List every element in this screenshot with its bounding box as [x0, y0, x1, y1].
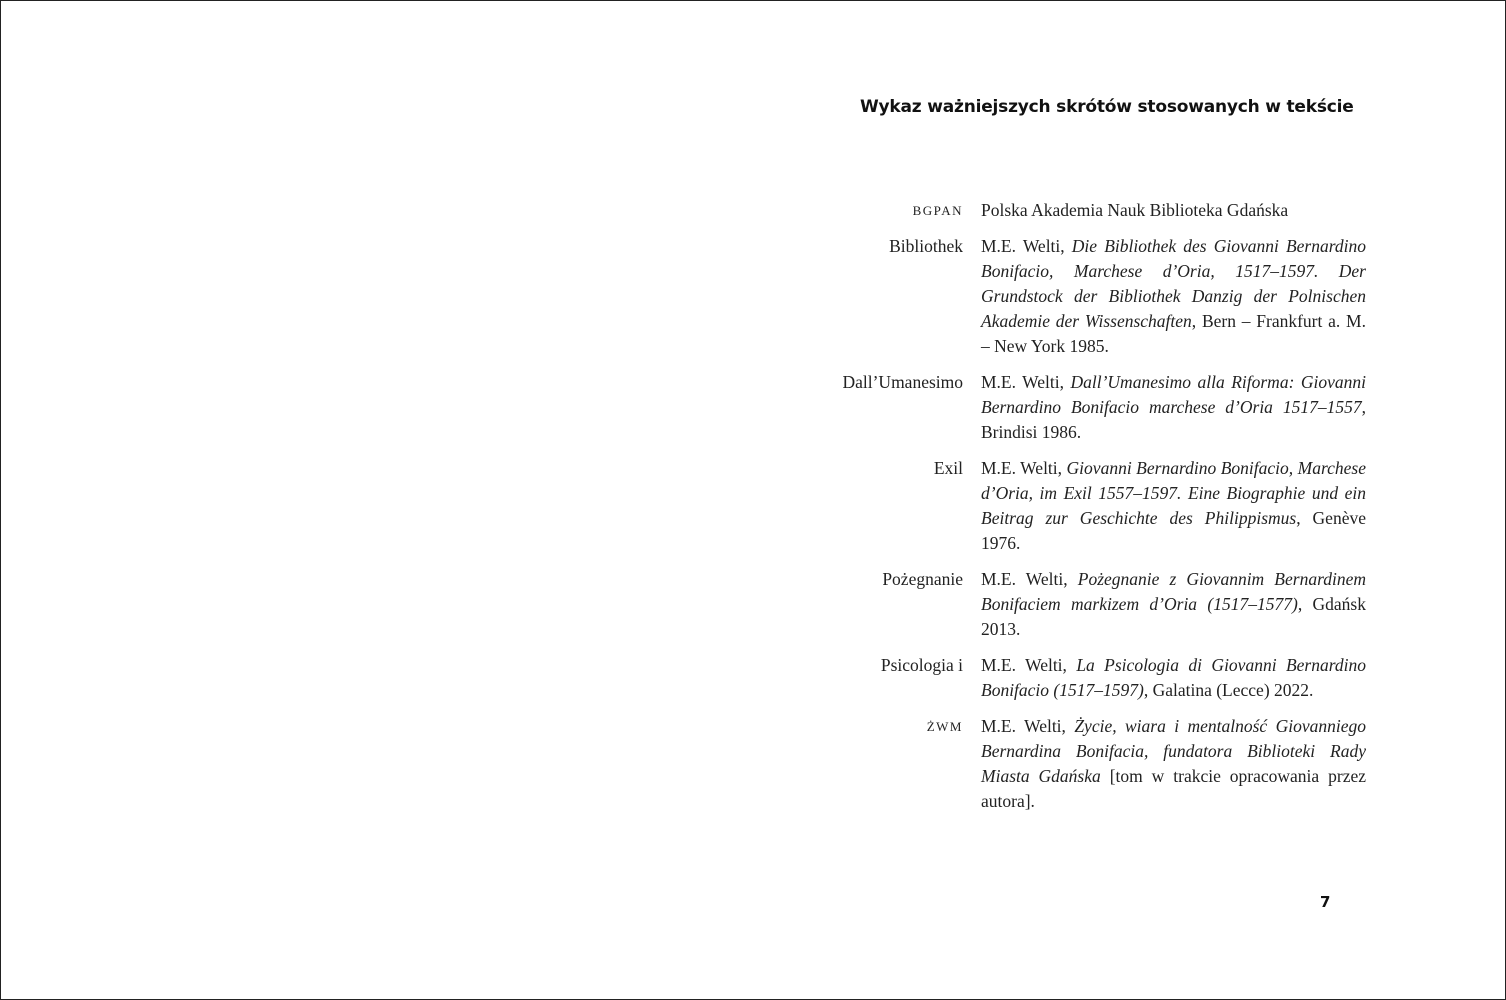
abbreviation-entry: [821, 653, 1366, 703]
page-number: 7: [1320, 893, 1331, 911]
abbreviation-term: BGPAN: [912, 203, 963, 218]
description-text: , Genève 1976.: [981, 508, 1366, 553]
abbreviation-term: Dall’Umanesimo: [842, 372, 963, 392]
description-text: , Gdańsk 2013.: [981, 594, 1366, 639]
abbreviation-description: [981, 234, 1366, 359]
description-text: M.E. Welti,: [981, 716, 1075, 736]
description-text: Polska Akademia Nauk Biblioteka Gdańska: [981, 200, 1289, 220]
abbreviation-entry: [821, 198, 1366, 223]
description-text: M.E. Welti,: [981, 236, 1072, 256]
description-italic-text: Dall’Umanesimo alla Riforma: Giovanni Bernardino Bonifacio marchese d’Oria 1517–1557: [981, 372, 1366, 417]
description-italic-text: Pożegnanie z Giovannim Bernardinem Bonifaciem markizem d’Oria (1517–1577): [981, 569, 1366, 614]
description-italic-text: Die Bibliothek des Giovanni Bernardino Bonifacio, Marchese d’Oria, 1517–1597. Der Grundstock der Bibliothek Danzig der Polnischen Akademie der Wissenschaften: [981, 236, 1367, 331]
description-text: M.E. Welti,: [981, 569, 1078, 589]
abbreviation-entry: [821, 370, 1366, 445]
abbreviation-entry: [821, 234, 1366, 359]
description-text: M.E. Welti,: [981, 372, 1071, 392]
abbreviation-description: [981, 370, 1366, 445]
description-italic-text: Giovanni Bernardino Bonifacio, Marchese d’Oria, im Exil 1557–1597. Eine Biographie und ein Beitrag zur Geschichte des Philippismus: [981, 458, 1366, 528]
abbreviation-description: [981, 653, 1366, 703]
description-italic-text: Życie, wiara i mentalność Giovanniego Bernardina Bonifacia, fundatora Biblioteki Rady Miasta Gdańska: [981, 716, 1366, 786]
abbreviation-term: ŻWM: [926, 719, 963, 734]
abbreviation-term: Bibliothek: [889, 236, 963, 256]
abbreviation-term: Pożegnanie: [882, 569, 963, 589]
description-text: , Brindisi 1986.: [981, 397, 1366, 442]
abbreviation-term: Psicologia i: [880, 655, 963, 675]
description-italic-text: La Psicologia di Giovanni Bernardino Bonifacio (1517–1597): [981, 655, 1366, 700]
abbreviation-description: [981, 567, 1366, 642]
abbreviation-list: [821, 198, 1366, 825]
abbreviation-term: Exil: [933, 458, 963, 478]
description-text: M.E. Welti,: [981, 655, 1077, 675]
abbreviation-description: [981, 714, 1366, 814]
abbreviation-entry: [821, 714, 1366, 814]
description-text: [tom w trakcie opracowania przez autora].: [981, 766, 1366, 811]
description-text: , Bern – Frankfurt a. M. – New York 1985.: [981, 311, 1366, 356]
abbreviation-entry: [821, 567, 1366, 642]
description-text: , Galatina (Lecce) 2022.: [1143, 680, 1314, 700]
abbreviation-description: [981, 456, 1366, 556]
abbreviation-description: [981, 198, 1366, 223]
description-text: M.E. Welti,: [981, 458, 1067, 478]
abbreviation-entry: [821, 456, 1366, 556]
page-heading: Wykaz ważniejszych skrótów stosowanych w tekście: [860, 97, 1354, 117]
